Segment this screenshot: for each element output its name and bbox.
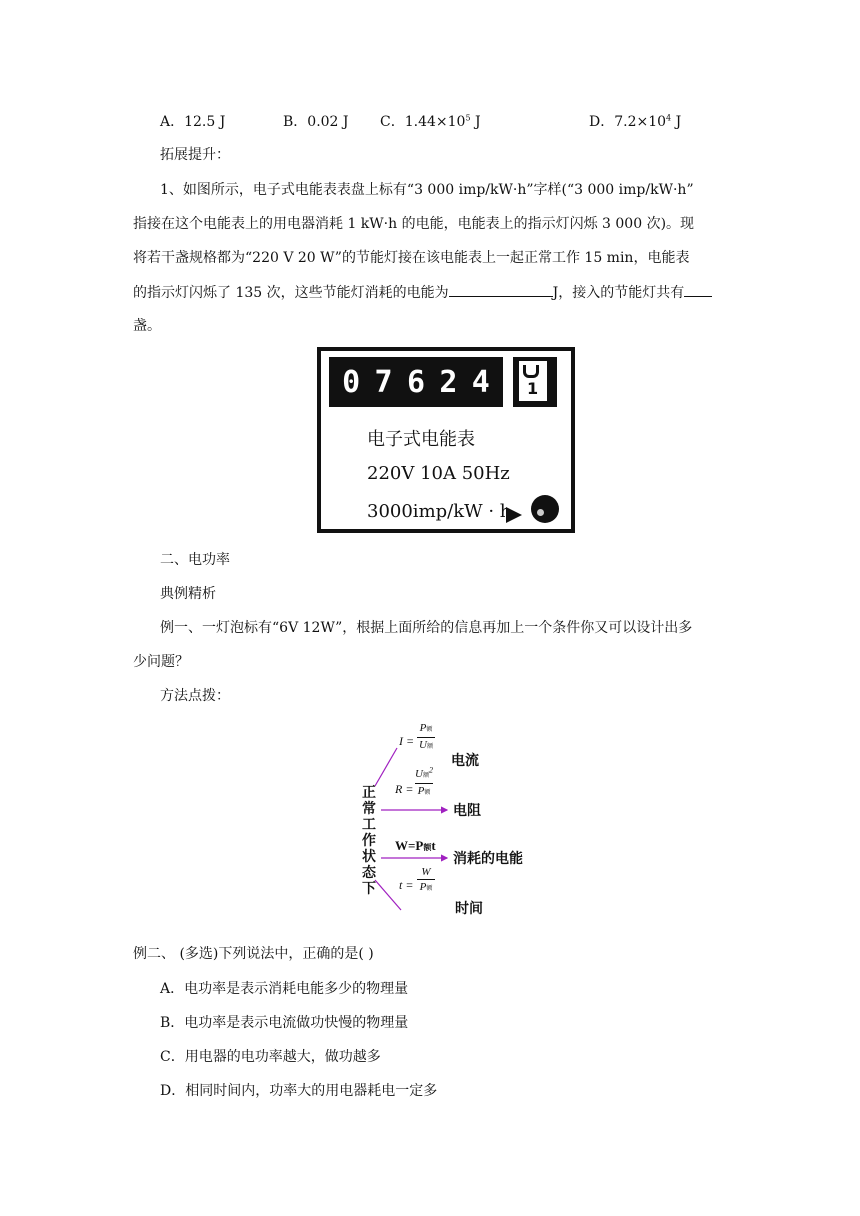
example2-option-b: B．电功率是表示电流做功快慢的物理量 bbox=[160, 1015, 409, 1031]
option-a: A．12.5 J bbox=[160, 114, 226, 130]
meter-digit: 6 bbox=[406, 364, 425, 400]
meter-decimal-wheel bbox=[513, 357, 557, 407]
example-heading: 典例精析 bbox=[160, 586, 216, 602]
example1-line1: 例一、一灯泡标有“6V 12W”，根据上面所给的信息再加上一个条件你又可以设计出多 bbox=[160, 620, 693, 636]
meter-name: 电子式电能表 bbox=[367, 429, 475, 450]
example2-option-a: A．电功率是表示消耗电能多少的物理量 bbox=[160, 981, 409, 997]
meter-counter bbox=[329, 357, 503, 407]
label-current: 电流 bbox=[451, 753, 479, 769]
example2-option-d: D．相同时间内，功率大的用电器耗电一定多 bbox=[160, 1083, 438, 1099]
example2-stem: 例二、 (多选)下列说法中，正确的是( ) bbox=[133, 946, 374, 962]
formula-current-fraction: P额 U额 bbox=[417, 722, 435, 753]
meter-decimal-digit: 1 bbox=[527, 379, 539, 398]
option-d: D．$7.2\times 10^4$ J bbox=[589, 113, 682, 130]
example1-line2: 少问题？ bbox=[133, 654, 189, 670]
formula-resistance-fraction: U额$^2$ P额 bbox=[415, 765, 433, 797]
energy-meter-figure bbox=[317, 347, 575, 533]
problem1-line5: 盏。 bbox=[133, 318, 161, 334]
indicator-lamp-icon bbox=[531, 495, 559, 523]
arrow-to-time bbox=[375, 880, 401, 910]
meter-constant: 3000imp/kW · h bbox=[367, 501, 512, 522]
meter-digit: 7 bbox=[374, 364, 393, 400]
formula-energy: W=P额t bbox=[395, 838, 436, 853]
arrow-to-current bbox=[375, 748, 397, 786]
option-c: C．$1.44\times 10^5$ J bbox=[380, 113, 481, 130]
formula-time-fraction: W P额 bbox=[417, 866, 435, 895]
formula-resistance-lhs: R = bbox=[395, 782, 414, 796]
answer-blank-energy bbox=[449, 282, 553, 297]
meter-digit: 4 bbox=[471, 364, 490, 400]
extension-heading: 拓展提升： bbox=[160, 147, 230, 163]
option-b: B．0.02 J bbox=[283, 114, 349, 130]
meter-digit: 0 bbox=[342, 364, 361, 400]
meter-spec: 220V 10A 50Hz bbox=[367, 463, 510, 484]
problem1-line3: 将若干盏规格都为“220 V 20 W”的节能灯接在该电能表上一起正常工作 15 min，电能表 bbox=[133, 250, 690, 266]
play-arrow-icon bbox=[506, 507, 522, 523]
answer-blank-count bbox=[684, 282, 712, 297]
method-heading: 方法点拨： bbox=[160, 688, 230, 704]
meter-digit: 2 bbox=[439, 364, 458, 400]
method-diagram bbox=[355, 720, 535, 920]
formula-time-lhs: t = bbox=[399, 878, 414, 892]
example2-option-c: C．用电器的电功率越大，做功越多 bbox=[160, 1049, 381, 1065]
formula-current-lhs: I = bbox=[399, 734, 415, 748]
label-energy: 消耗的电能 bbox=[453, 851, 523, 867]
label-time: 时间 bbox=[455, 901, 483, 917]
problem1-line1: 1、如图所示，电子式电能表表盘上标有“3 000 imp/kW·h”字样(“3 000 imp/kW·h” bbox=[160, 182, 694, 198]
diagram-arrows bbox=[355, 720, 535, 920]
normal-working-state-label: 正 常 工 作 状 态 下 bbox=[362, 785, 376, 897]
problem1-line2: 指接在这个电能表上的用电器消耗 1 kW·h 的电能，电能表上的指示灯闪烁 3 000 次)。现 bbox=[133, 216, 695, 232]
label-resistance: 电阻 bbox=[453, 803, 481, 819]
problem1-line4: 的指示灯闪烁了 135 次，这些节能灯消耗的电能为 J，接入的节能灯共有 bbox=[133, 282, 712, 303]
section2-heading: 二、电功率 bbox=[160, 552, 230, 568]
